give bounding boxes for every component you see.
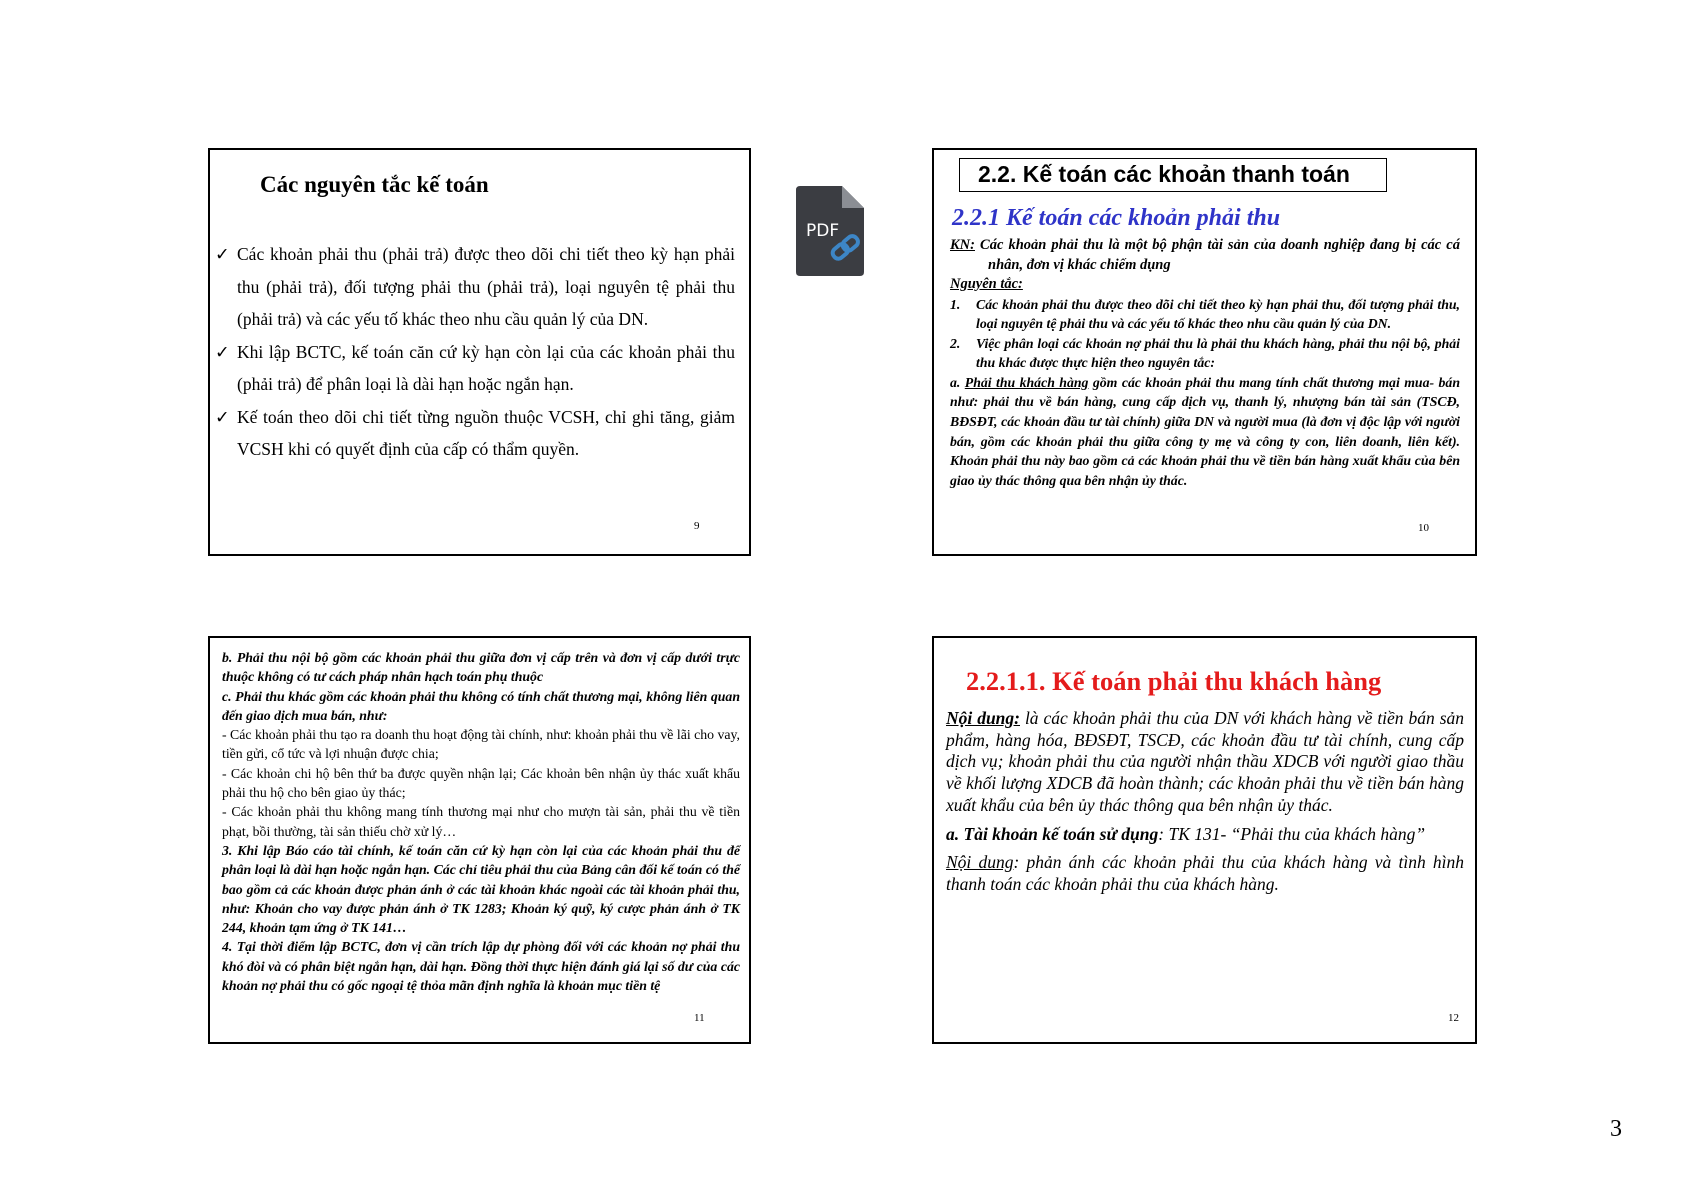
bullet-text: Các khoản phải thu (phải trả) được theo dõi chi tiết theo kỳ hạn phải thu (phải trả), đối tượng phải thu (phải trả), loại nguyên tệ phải thu (phải trả) và các yếu tố khác theo nhu cầu quản lý của DN. bbox=[237, 244, 735, 329]
content-paragraph-2: Nội dung: phản ánh các khoản phải thu của khách hàng và tình hình thanh toán các khoản phải thu của khách hàng. bbox=[946, 852, 1464, 894]
list-item bbox=[215, 336, 735, 401]
slide-12 bbox=[932, 636, 1477, 1044]
kn-text: Các khoản phải thu là một bộ phận tài sản của doanh nghiệp đang bị các cá nhân, đơn vị khác chiếm dụng bbox=[974, 237, 1460, 273]
slide-title: Các nguyên tắc kế toán bbox=[260, 172, 489, 197]
slide-body bbox=[222, 648, 740, 995]
slide-9 bbox=[208, 148, 751, 556]
check-icon: ✓ bbox=[215, 341, 230, 362]
slide-body bbox=[946, 708, 1464, 903]
check-icon: ✓ bbox=[215, 406, 230, 427]
paragraph: - Các khoản chi hộ bên thứ ba được quyền nhận lại; Các khoản bên nhận ủy thác xuất khẩu phải thu hộ cho bên giao ủy thác; bbox=[222, 765, 740, 801]
check-icon: ✓ bbox=[215, 244, 230, 264]
page-number: 3 bbox=[1610, 1116, 1622, 1142]
slide-11 bbox=[208, 636, 751, 1044]
bullet-text: Kế toán theo dõi chi tiết từng nguồn thuộc VCSH, chỉ ghi tăng, giảm VCSH khi có quyết định của cấp có thẩm quyền. bbox=[237, 406, 735, 459]
definition bbox=[950, 236, 1460, 275]
paragraph: - Các khoản phải thu không mang tính thương mại như cho mượn tài sản, phải thu về tiền phạt, bồi thường, tài sản thiếu chờ xử lý… bbox=[222, 804, 740, 839]
slide-subheader: 2.2.1 Kế toán các khoản phải thu bbox=[952, 205, 1281, 231]
paragraph: - Các khoản phải thu tạo ra doanh thu hoạt động tài chính, như: khoản phải thu về lãi cho vay, tiền gửi, cổ tức và lợi nhuận được chia; bbox=[222, 727, 740, 762]
list-item: 2. Việc phân loại các khoản nợ phải thu là phải thu khách hàng, phải thu nội bộ, phải thu khác được thực hiện theo nguyên tắc: bbox=[950, 335, 1460, 370]
kn-label: KN: bbox=[950, 237, 975, 253]
slide-page-number: 10 bbox=[1418, 522, 1429, 534]
paragraph: b. Phải thu nội bộ gồm các khoản phải thu giữa đơn vị cấp trên và đơn vị cấp dưới trực thuộc không có tư cách pháp nhân hạch toán phụ thuộc bbox=[222, 650, 740, 685]
paragraph: 4. Tại thời điểm lập BCTC, đơn vị cần trích lập dự phòng đối với các khoản nợ phải thu khó đòi và có phân biệt ngắn hạn, dài hạn. Đồng thời thực hiện đánh giá lại số dư của các khoản nợ phải thu có gốc ngoại tệ thỏa mãn định nghĩa là khoản mục tiền tệ bbox=[222, 939, 740, 994]
slide-body bbox=[950, 236, 1460, 491]
slide-page-number: 12 bbox=[1448, 1012, 1459, 1024]
content-paragraph: Nội dung: là các khoản phải thu của DN với khách hàng về tiền bán sản phẩm, hàng hóa, BĐSĐT, TSCĐ, các khoản đầu tư tài chính, cung cấp dịch vụ; khoản phải thu của người nhận thầu XDCB với người giao thầu về khối lượng XDCB đã hoàn thành; các khoản phải thu về tiền bán hàng xuất khẩu của bên ủy thác thông qua bên nhận ủy thác. bbox=[946, 708, 1465, 815]
pdf-label: PDF bbox=[806, 221, 840, 241]
paragraph-a: a. Phải thu khách hàng gồm các khoản phải thu mang tính chất thương mại mua- bán như: phải thu về bán hàng, cung cấp dịch vụ, thanh lý, nhượng bán tài sản (TSCĐ, BĐSĐT, các khoản đầu tư tài chính) giữa DN và người mua (là đơn vị độc lập với người bán, gồm các khoản phải thu giữa công ty mẹ và công ty con, liên doanh, liên kết). Khoản phải thu này bao gồm cả các khoản phải thu về tiền bán hàng xuất khẩu của bên giao ủy thác thông qua bên nhận ủy thác. bbox=[950, 374, 1460, 489]
list-item: 1. Các khoản phải thu được theo dõi chi tiết theo kỳ hạn phải thu, đối tượng phải thu, loại nguyên tệ phải thu và các yếu tố khác theo nhu cầu quản lý của DN. bbox=[950, 296, 1460, 331]
paragraph: c. Phải thu khác gồm các khoản phải thu không có tính chất thương mại, không liên quan đến giao dịch mua bán, như: bbox=[222, 688, 740, 723]
slide-header: 2.2. Kế toán các khoản thanh toán bbox=[959, 158, 1387, 192]
slide-title: 2.2.1.1. Kế toán phải thu khách hàng bbox=[966, 666, 1382, 696]
bullet-text: Khi lập BCTC, kế toán căn cứ kỳ hạn còn lại của các khoản phải thu (phải trả) để phân loại là dài hạn hoặc ngắn hạn. bbox=[237, 341, 735, 394]
slide-page-number: 11 bbox=[694, 1012, 705, 1024]
principles-list bbox=[950, 295, 1460, 373]
principles-label: Nguyên tắc: bbox=[950, 276, 1023, 292]
slide-10 bbox=[932, 148, 1477, 556]
paragraph: 3. Khi lập Báo cáo tài chính, kế toán căn cứ kỳ hạn còn lại của các khoản phải thu để phân loại là dài hạn hoặc ngắn hạn. Các chỉ tiêu phải thu của Bảng cân đối kế toán có thể bao gồm cả các khoản được phản ánh ở các tài khoản khác ngoài các tài khoản phải thu, như: Khoản cho vay được phản ánh ở TK 1283; Khoản ký quỹ, ký cược phản ánh ở TK 244, khoản tạm ứng ở TK 141… bbox=[222, 842, 740, 936]
bullet-list bbox=[215, 238, 735, 466]
account-paragraph: a. Tài khoản kế toán sử dụng: TK 131- “Phải thu của khách hàng” bbox=[946, 823, 1426, 844]
slide-page-number: 9 bbox=[694, 520, 700, 532]
list-item bbox=[215, 238, 735, 336]
pdf-link-icon[interactable] bbox=[794, 186, 866, 276]
list-item bbox=[215, 401, 735, 466]
